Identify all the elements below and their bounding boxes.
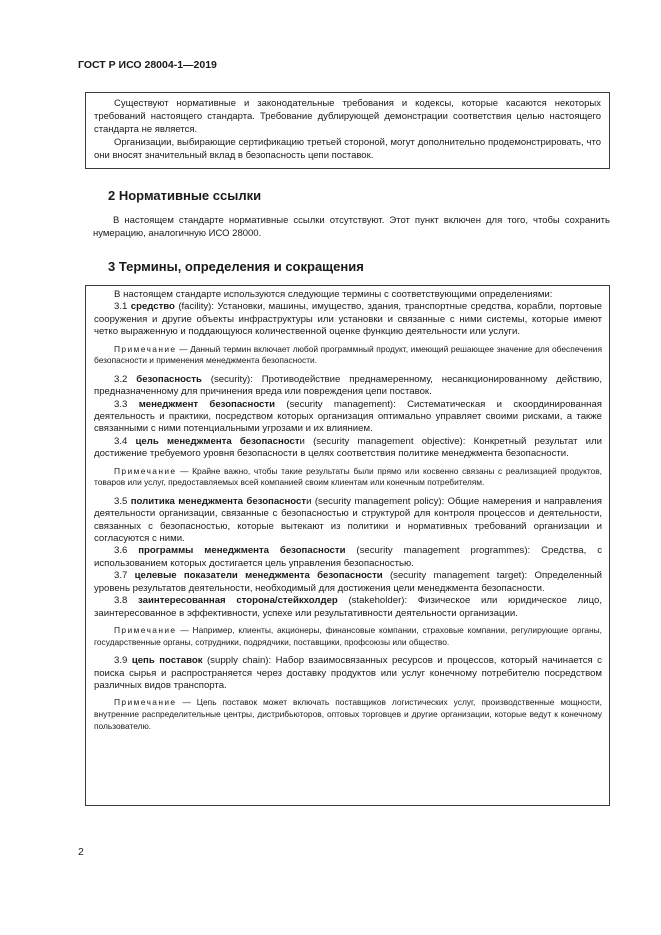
term-3-3-name: менеджмент безопасности <box>138 398 275 410</box>
section-2-title: 2 Нормативные ссылки <box>108 188 262 203</box>
terms-intro: В настоящем стандарте используются следующие термины с соответствующими определениями: <box>114 289 553 300</box>
term-3-7-name: целевые показатели менеджмента безопасности <box>134 570 383 582</box>
term-3-5: 3.5 политика менеджмента безопасности (security management policy): Общие намерения и направления деятельности организации, связанные с безопасностью и структурой для контроля процессов и деятельности, связанных с безопасностью, которые вытекают из политики и нормативных требований организации и согласуются с ними. <box>94 495 602 545</box>
term-3-2-name: безопасность <box>136 373 202 385</box>
term-3-5-name: политика менеджмента безопасност <box>130 495 307 507</box>
note-1: Примечание — Данный термин включает любой программный продукт, имеющий решающее значение для обеспечения безопасности и применения менеджмента безопасности. <box>94 343 602 366</box>
section-2-text: В настоящем стандарте нормативные ссылки отсутствуют. Этот пункт включен для того, чтобы сохранить нумерацию, аналогичную ИСО 28000. <box>93 215 610 240</box>
note-2: Примечание — Крайне важно, чтобы такие результаты были прямо или косвенно связаны с реализацией продуктов, товаров или услуг, предоставляемых всей компанией своим клиентам или конечным потребителям. <box>94 465 602 488</box>
term-3-6-name: программы менеджмента безопасности <box>138 545 346 557</box>
page-number: 2 <box>78 846 84 858</box>
note-4: Примечание — Цепь поставок может включать поставщиков логистических услуг, производственные мощности, внутренние распределительные центры, дистрибьюторов, оптовых торговцев и другие организации, которые ведут к конечному пользователю. <box>94 697 602 731</box>
intro-box <box>85 92 610 169</box>
term-3-9-name: цепь поставок <box>131 655 203 667</box>
note-3: Примечание — Например, клиенты, акционеры, финансовые компании, страховые компании, регулирующие органы, государственные органы, сотрудники, подрядчики, поставщики, профсоюзы или общество. <box>94 624 602 647</box>
term-3-8-name: заинтересованная сторона/стейкхолдер <box>138 595 338 607</box>
term-3-1-name: средство <box>130 301 175 313</box>
terms-box <box>85 285 610 806</box>
term-3-9: 3.9 цепь поставок (supply chain): Набор взаимосвязанных ресурсов и процессов, который начинается с поиска сырья и распространяется через доставку продуктов или услуг конечному потребителю посредством различных видов транспорта. <box>94 655 602 691</box>
term-3-2: 3.2 безопасность (security): Противодействие преднамеренному, несанкционированному действию, предназначенному для причинения вреда или повреждения цепи поставок. <box>94 373 602 398</box>
term-3-4-name: цель менеджмента безопасност <box>135 435 300 447</box>
page-header: ГОСТ Р ИСО 28004-1—2019 <box>78 59 217 71</box>
box1-paragraph-1: Существуют нормативные и законодательные требования и кодексы, которые касаются некоторых требований настоящего стандарта. Требование дублирующей демонстрации соответствия целью настоящего стандарта не является. <box>94 98 601 136</box>
box1-paragraph-2: Организации, выбирающие сертификацию третьей стороной, могут дополнительно продемонстрировать, что они вносят значительный вклад в безопасность цепи поставок. <box>94 137 601 162</box>
term-3-3: 3.3 менеджмент безопасности (security management): Систематическая и скоординированная деятельность и практики, посредством которых организация оптимально управляет своими рисками, а также связанными с ними потенциальными угрозами и их влиянием. <box>94 398 602 435</box>
term-3-7: 3.7 целевые показатели менеджмента безопасности (security management target): Определенный уровень результатов деятельности, необходимый для достижения цели менеджмента безопасности. <box>94 570 602 594</box>
term-3-8: 3.8 заинтересованная сторона/стейкхолдер (stakeholder): Физическое или юридическое лицо, заинтересованное в эффективности, успехе или результативности деятельности организации. <box>94 595 602 619</box>
term-3-4: 3.4 цель менеджмента безопасности (security management objective): Конкретный результат или достижение требуемого уровня безопасности в целях соответствия политике менеджмента безопасности. <box>94 435 602 460</box>
section-3-title: 3 Термины, определения и сокращения <box>108 259 364 274</box>
term-3-6: 3.6 программы менеджмента безопасности (security management programmes): Средства, с использованием которых достигается цель управления безопасностью. <box>94 545 603 569</box>
term-3-1: 3.1 средство (facility): Установки, машины, имущество, здания, транспортные средства, корабли, портовые сооружения и другие объекты инфраструктуры или установки и связанные с ними системы, которые имеют четко выраженную и поддающуюся количественной оценке функцию деятельности или услуги. <box>94 301 603 338</box>
